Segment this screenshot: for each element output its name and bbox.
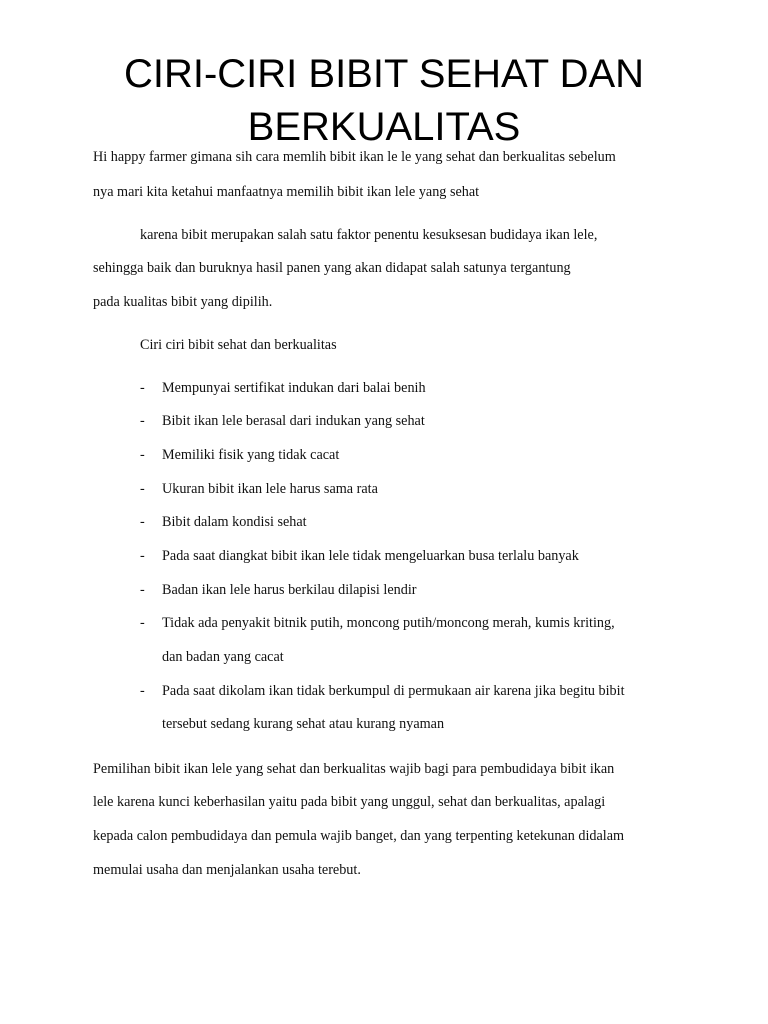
title-line-1: CIRI-CIRI BIBIT SEHAT DAN [123, 52, 645, 96]
list-heading: Ciri ciri bibit sehat dan berkualitas [140, 337, 337, 353]
paragraph2-line-1: karena bibit merupakan salah satu faktor penentu kesuksesan budidaya ikan lele, [140, 227, 598, 243]
bullet-text: Bibit ikan lele berasal dari indukan yang sehat [162, 413, 425, 429]
bullet-dash: - [140, 615, 145, 631]
bullet-text: Ukuran bibit ikan lele harus sama rata [162, 481, 378, 497]
bullet-text: Pada saat diangkat bibit ikan lele tidak mengeluarkan busa terlalu banyak [162, 548, 579, 564]
bullet-text: Pada saat dikolam ikan tidak berkumpul di permukaan air karena jika begitu bibit [162, 683, 625, 699]
paragraph2-line-2: sehingga baik dan buruknya hasil panen yang akan didapat salah satunya tergantung [93, 260, 571, 276]
closing-line-4: memulai usaha dan menjalankan usaha terebut. [93, 862, 361, 878]
closing-line-2: lele karena kunci keberhasilan yaitu pada bibit yang unggul, sehat dan berkualitas, apalagi [93, 794, 606, 810]
bullet-dash: - [140, 582, 145, 598]
paragraph2-line-3: pada kualitas bibit yang dipilih. [93, 294, 273, 310]
page-title [0, 48, 768, 154]
bullet-text: Bibit dalam kondisi sehat [162, 514, 307, 530]
bullet-dash: - [140, 514, 145, 530]
bullet-text: Tidak ada penyakit bitnik putih, moncong putih/moncong merah, kumis kriting, [162, 615, 615, 631]
title-line-2: BERKUALITAS [247, 105, 521, 149]
bullet-dash: - [140, 447, 145, 463]
bullet-text: Mempunyai sertifikat indukan dari balai benih [162, 380, 426, 396]
closing-line-1: Pemilihan bibit ikan lele yang sehat dan berkualitas wajib bagi para pembudidaya bibit ikan [93, 761, 615, 777]
intro-line-2: nya mari kita ketahui manfaatnya memilih bibit ikan lele yang sehat [93, 184, 480, 200]
bullet-text: tersebut sedang kurang sehat atau kurang nyaman [162, 716, 445, 732]
bullet-dash: - [140, 548, 145, 564]
bullet-dash: - [140, 380, 145, 396]
bullet-dash: - [140, 481, 145, 497]
bullet-text: Memiliki fisik yang tidak cacat [162, 447, 340, 463]
bullet-text: dan badan yang cacat [162, 649, 284, 665]
bullet-dash: - [140, 683, 145, 699]
bullet-text: Badan ikan lele harus berkilau dilapisi lendir [162, 582, 417, 598]
intro-line-1: Hi happy farmer gimana sih cara memlih bibit ikan le le yang sehat dan berkualitas sebelum [93, 149, 616, 165]
closing-line-3: kepada calon pembudidaya dan pemula wajib banget, dan yang terpenting ketekunan didalam [93, 828, 625, 844]
bullet-dash: - [140, 413, 145, 429]
